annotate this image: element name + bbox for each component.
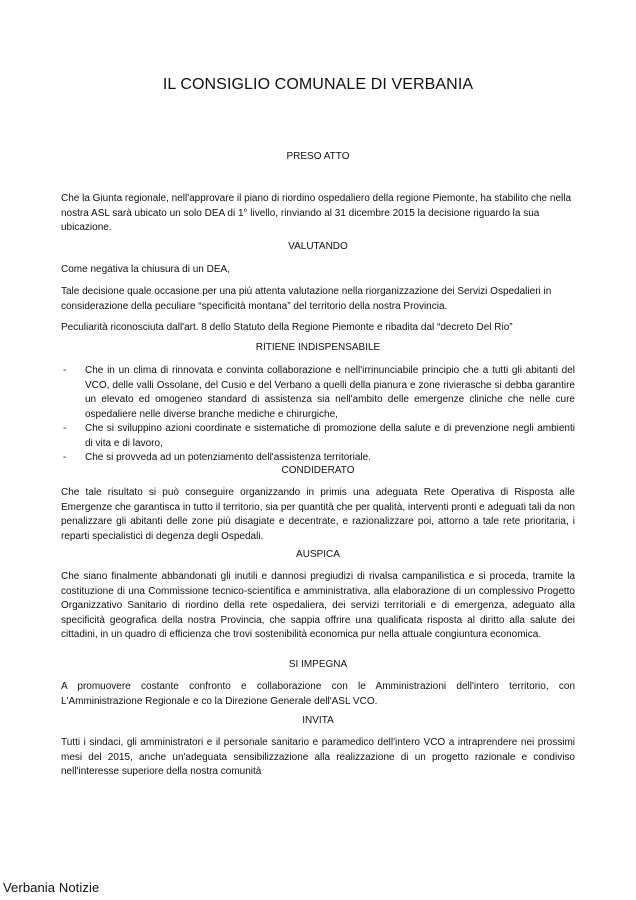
heading-si-impegna: SI IMPEGNA	[288, 659, 348, 670]
list-item-text: Che in un clima di rinnovata e convinta collaborazione e nell'irrinunciabile principio che a tutti gli abitanti del VCO, delle valli Ossolane, del Cusio e del Verbano a quelli della pianura e zone rivierasche si debba garantire un elevato ed omogeneo standard di assistenza sia nell'ambito delle emergenze cliniche che nelle cure ospedaliere nelle diverse branche mediche e chirurgiche,	[85, 365, 575, 420]
list-item	[61, 364, 575, 422]
preso-atto-paragraph: Che la Giunta regionale, nell'approvare il piano di riordino ospedaliero della regione Piemonte, ha stabilito che nella nostra ASL sarà ubicato un solo DEA di 1° livello, rinviando al 31 dicembre 2015 la decisione riguardo la sua ubicazione.	[61, 193, 572, 233]
condiderato-paragraph: Che tale risultato si può conseguire organizzando in primis una adeguata Rete Operativa di Risposta alle Emergenze che garantisca in tutto il territorio, sia per quantità che per qualità, interventi pronti e adeguati tali da non penalizzare gli abitanti delle zone più disagiate e decentrate, e razionalizzare poi, attorno a tale rete prioritaria, i reparti specialistici di degenza degli Ospedali.	[61, 487, 575, 542]
list-item-text: Che si sviluppino azioni coordinate e sistematiche di promozione della salute e di prevenzione negli ambienti di vita e di lavoro,	[85, 423, 575, 449]
heading-preso-atto: PRESO ATTO	[286, 151, 350, 162]
heading-invita: INVITA	[302, 715, 334, 726]
si-impegna-paragraph: A promuovere costante confronto e collaborazione con le Amministrazioni dell'intero territorio, con L'Amministrazione Regionale e co la Direzione Generale dell'ASL VCO.	[61, 681, 575, 707]
page-title: IL CONSIGLIO COMUNALE DI VERBANIA	[162, 76, 474, 93]
valutando-paragraph-2: Tale decisione quale occasione per una più attenta valutazione nella riorganizzazione dei Servizi Ospedalieri in considerazione della peculiare “specificità montana” del territorio della nostra Provincia.	[61, 286, 552, 312]
ritiene-bullet-list	[61, 364, 575, 466]
bullet-dash: -	[63, 423, 67, 434]
bullet-dash: -	[63, 365, 67, 376]
heading-ritiene-indispensabile: RITIENE INDISPENSABILE	[255, 342, 381, 353]
list-item	[61, 422, 575, 451]
heading-auspica: AUSPICA	[296, 549, 340, 560]
valutando-paragraph-1: Come negativa la chiusura di un DEA,	[61, 264, 230, 275]
list-item-text: Che si provveda ad un potenziamento dell'assistenza territoriale.	[85, 452, 371, 463]
valutando-paragraph-3: Peculiarità riconosciuta dall'art. 8 dello Statuto della Regione Piemonte e ribadita dal “decreto Del Rio”	[61, 322, 513, 333]
invita-paragraph: Tutti i sindaci, gli amministratori e il personale sanitario e paramedico dell'intero VCO a intraprendere nei prossimi mesi del 2015, anche un'adeguata sensibilizzazione alla realizzazione di un progetto razionale e condiviso nell'interesse superiore della nostra comunità	[61, 737, 575, 777]
list-item	[61, 451, 575, 466]
auspica-paragraph: Che siano finalmente abbandonati gli inutili e dannosi pregiudizi di rivalsa campanilistica e si proceda, tramite la costituzione di una Commissione tecnico-scientifica e amministrativa, alla elaborazione di un complessivo Progetto Organizzativo Sanitario di riordino della rete ospedaliera, dei servizi territoriali e di emergenza, adeguato alla specificità geografica della nostra Provincia, che sappia offrire una qualificata risposta al diritto alla salute dei cittadini, in un quadro di efficienza che trovi sostenibilità economica pur nella attuale congiuntura economica.	[61, 571, 575, 640]
bullet-dash: -	[63, 452, 67, 463]
footer-source-label: Verbania Notizie	[3, 880, 100, 895]
heading-condiderato: CONDIDERATO	[281, 465, 355, 476]
heading-valutando: VALUTANDO	[288, 241, 348, 252]
